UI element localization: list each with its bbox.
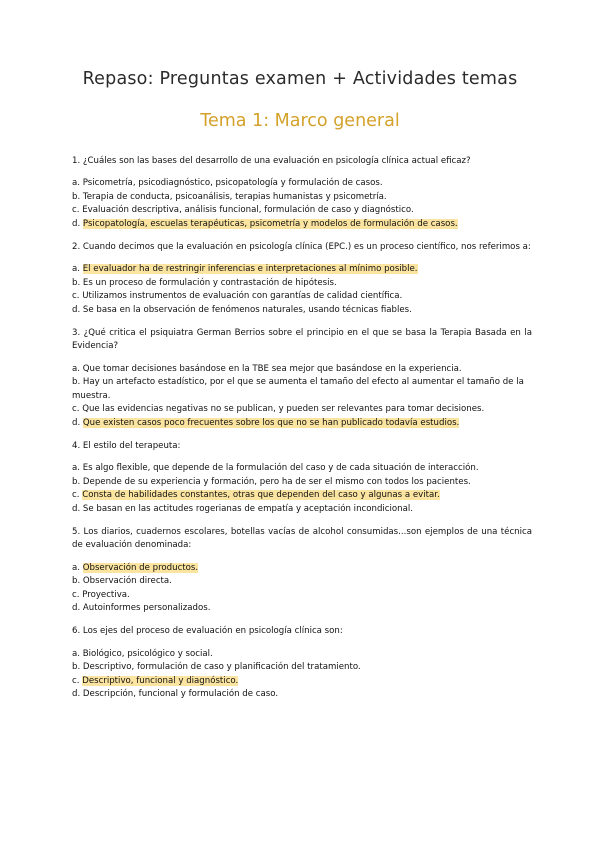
option-b [72, 191, 532, 204]
highlighted-answer: Consta de habilidades constantes, otras que dependen del caso y algunas a evitar. [82, 490, 440, 501]
option-text: Proyectiva. [82, 589, 130, 600]
option-letter: b. [72, 277, 83, 288]
question-stem: 2. Cuando decimos que la evaluación en psicología clínica (EPC.) es un proceso científico, nos referimos a: [72, 242, 531, 253]
option-text: Evaluación descriptiva, análisis funcional, formulación de caso y diagnóstico. [82, 205, 414, 216]
option-b [72, 376, 532, 403]
option-text: Depende de su experiencia y formación, pero ha de ser el mismo con todos los pacientes. [82, 476, 471, 487]
option-list [72, 363, 532, 430]
option-c-correct [72, 489, 532, 502]
option-letter: a. [72, 363, 83, 374]
option-list [72, 562, 532, 616]
option-text: Es algo flexible, que depende de la formulación del caso y de cada situación de interacción. [82, 463, 479, 474]
option-text: Biológico, psicológico y social. [82, 648, 213, 659]
option-a-correct [72, 263, 532, 276]
option-text: Descriptivo, formulación de caso y planificación del tratamiento. [82, 662, 361, 673]
option-text: Psicometría, psicodiagnóstico, psicopatología y formulación de casos. [82, 178, 383, 189]
option-a-correct [72, 562, 532, 575]
question-1 [72, 155, 532, 231]
document-title: Repaso: Preguntas examen + Actividades temas [82, 69, 518, 89]
option-b [72, 575, 532, 588]
option-letter: a. [72, 178, 83, 189]
question-3 [72, 327, 532, 430]
question-5 [72, 526, 532, 615]
question-2 [72, 241, 532, 317]
option-list [72, 462, 532, 516]
option-d [72, 602, 532, 615]
option-letter: d. [72, 503, 83, 514]
option-list [72, 648, 532, 702]
option-c [72, 589, 532, 602]
option-c [72, 204, 532, 217]
option-letter: d. [72, 218, 83, 229]
option-d [72, 688, 532, 701]
option-letter: c. [72, 291, 83, 302]
option-text: Que las evidencias negativas no se publican, y pueden ser relevantes para tomar decisiones. [82, 404, 485, 415]
highlighted-answer: Descriptivo, funcional y diagnóstico. [82, 675, 239, 686]
option-c [72, 403, 532, 416]
question-stem: 6. Los ejes del proceso de evaluación en psicología clínica son: [72, 626, 343, 637]
option-letter: d. [72, 602, 83, 613]
option-letter: b. [72, 576, 83, 587]
option-letter: a. [72, 463, 83, 474]
section-heading: Tema 1: Marco general [200, 111, 400, 131]
option-c [72, 290, 532, 303]
question-stem: 5. Los diarios, cuadernos escolares, botellas vacías de alcohol consumidas...son ejemplos de una técnica de evaluación denominada: [72, 526, 532, 551]
option-text: Utilizamos instrumentos de evaluación con garantías de calidad científica. [82, 291, 403, 302]
option-d [72, 503, 532, 516]
option-letter: d. [72, 304, 83, 315]
option-d [72, 304, 532, 317]
option-letter: c. [72, 205, 83, 216]
option-letter: c. [72, 675, 83, 686]
option-d-correct [72, 218, 532, 231]
option-text: Se basan en las actitudes rogerianas de empatía y aceptación incondicional. [82, 503, 413, 514]
option-letter: c. [72, 404, 83, 415]
option-b [72, 476, 532, 489]
highlighted-answer: Que existen casos poco frecuentes sobre los que no se han publicado todavía estudios. [82, 417, 460, 428]
option-letter: b. [72, 476, 83, 487]
option-text: Que tomar decisiones basándose en la TBE sea mejor que basándose en la experiencia. [82, 363, 462, 374]
option-letter: b. [72, 377, 83, 388]
option-a [72, 648, 532, 661]
question-stem: 4. El estilo del terapeuta: [72, 440, 181, 451]
question-6 [72, 625, 532, 701]
option-d-correct [72, 417, 532, 430]
option-letter: a. [72, 562, 83, 573]
option-letter: a. [72, 648, 83, 659]
option-b [72, 277, 532, 290]
question-4 [72, 440, 532, 516]
option-b [72, 661, 532, 674]
option-a [72, 177, 532, 190]
highlighted-answer: Psicopatología, escuelas terapéuticas, psicometría y modelos de formulación de casos. [82, 218, 458, 229]
option-text: Observación directa. [82, 576, 172, 587]
highlighted-answer: El evaluador ha de restringir inferencias e interpretaciones al mínimo posible. [82, 264, 418, 275]
option-letter: b. [72, 662, 83, 673]
question-stem: 1. ¿Cuáles son las bases del desarrollo de una evaluación en psicología clínica actual eficaz? [72, 156, 471, 166]
option-letter: a. [72, 264, 83, 275]
option-letter: c. [72, 490, 83, 501]
option-list [72, 177, 532, 231]
option-a [72, 462, 532, 475]
highlighted-answer: Observación de productos. [82, 562, 199, 573]
option-letter: d. [72, 689, 83, 699]
option-a [72, 363, 532, 376]
option-letter: d. [72, 417, 83, 428]
option-text: Hay un artefacto estadístico, por el que se aumenta el tamaño del efecto al aumentar el tamaño de la muestra. [72, 377, 524, 401]
option-text: Se basa en la observación de fenómenos naturales, usando técnicas fiables. [82, 304, 412, 315]
question-list [72, 155, 532, 711]
option-letter: b. [72, 191, 83, 202]
question-stem: 3. ¿Qué critica el psiquiatra German Berrios sobre el principio en el que se basa la Terapia Basada en la Evidencia? [72, 328, 532, 352]
option-text: Descripción, funcional y formulación de caso. [82, 689, 279, 699]
option-list [72, 263, 532, 317]
option-text: Autoinformes personalizados. [82, 602, 211, 613]
option-text: Terapia de conducta, psicoanálisis, terapias humanistas y psicometría. [82, 191, 387, 202]
option-c-correct [72, 675, 532, 688]
option-text: Es un proceso de formulación y contrastación de hipótesis. [82, 277, 337, 288]
option-letter: c. [72, 589, 83, 600]
